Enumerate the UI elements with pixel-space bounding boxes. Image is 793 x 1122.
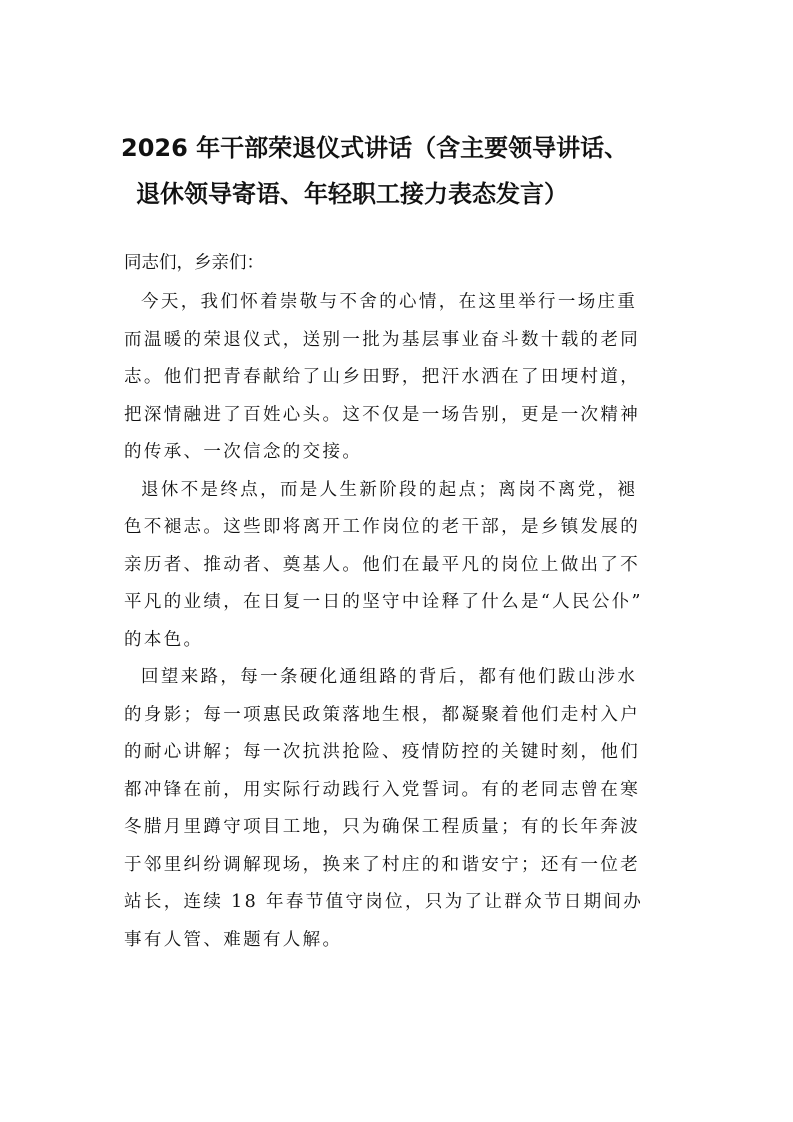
paragraph-line: 把深情融进了百姓心头。这不仅是一场告别，更是一次精神 [124, 404, 641, 425]
paragraph-line: 于邻里纠纷调解现场，换来了村庄的和谐安宁；还有一位老 [124, 854, 641, 875]
paragraph-line: 事有人管、难题有人解。 [124, 929, 343, 950]
paragraph-line: 回望来路，每一条硬化通组路的背后，都有他们跋山涉水 [141, 667, 638, 687]
paragraph-line: 的传承、一次信念的交接。 [124, 442, 363, 462]
paragraph-line: 的耐心讲解；每一次抗洪抢险、疫情防控的关键时刻，他们 [124, 742, 641, 762]
paragraph-line: 退休不是终点，而是人生新阶段的起点；离岗不离党，褪 [141, 479, 638, 500]
paragraph-line: 的身影；每一项惠民政策落地生根，都凝聚着他们走村入户 [124, 704, 641, 725]
paragraph-line: 平凡的业绩，在日复一日的坚守中诠释了什么是“人民公仆” [124, 592, 643, 612]
title-line-2: 退休领导寄语、年轻职工接力表态发言） [136, 180, 568, 208]
paragraph-line: 今天，我们怀着崇敬与不舍的心情，在这里举行一场庄重 [141, 292, 638, 312]
paragraph-2 [124, 472, 680, 660]
paragraph-line: 都冲锋在前，用实际行动践行入党誓词。有的老同志曾在寒 [124, 779, 641, 800]
document-body [124, 284, 680, 959]
paragraph-line: 的本色。 [124, 629, 204, 650]
paragraph-1 [124, 284, 680, 472]
paragraph-line: 站长，连续 18 年春节值守岗位，只为了让群众节日期间办 [124, 892, 644, 912]
paragraph-line: 亲历者、推动者、奠基人。他们在最平凡的岗位上做出了不 [124, 554, 641, 575]
document-title [100, 125, 700, 217]
title-line-1: 2026 年干部荣退仪式讲话（含主要领导讲话、 [121, 134, 629, 162]
paragraph-line: 而温暖的荣退仪式，送别一批为基层事业奋斗数十载的老同 [124, 329, 641, 350]
paragraph-line: 志。他们把青春献给了山乡田野，把汗水洒在了田埂村道， [124, 367, 641, 387]
salutation: 同志们，乡亲们： [124, 253, 264, 273]
paragraph-line: 色不褪志。这些即将离开工作岗位的老干部，是乡镇发展的 [124, 517, 641, 537]
paragraph-3 [124, 659, 680, 959]
paragraph-line: 冬腊月里蹲守项目工地，只为确保工程质量；有的长年奔波 [124, 817, 641, 837]
